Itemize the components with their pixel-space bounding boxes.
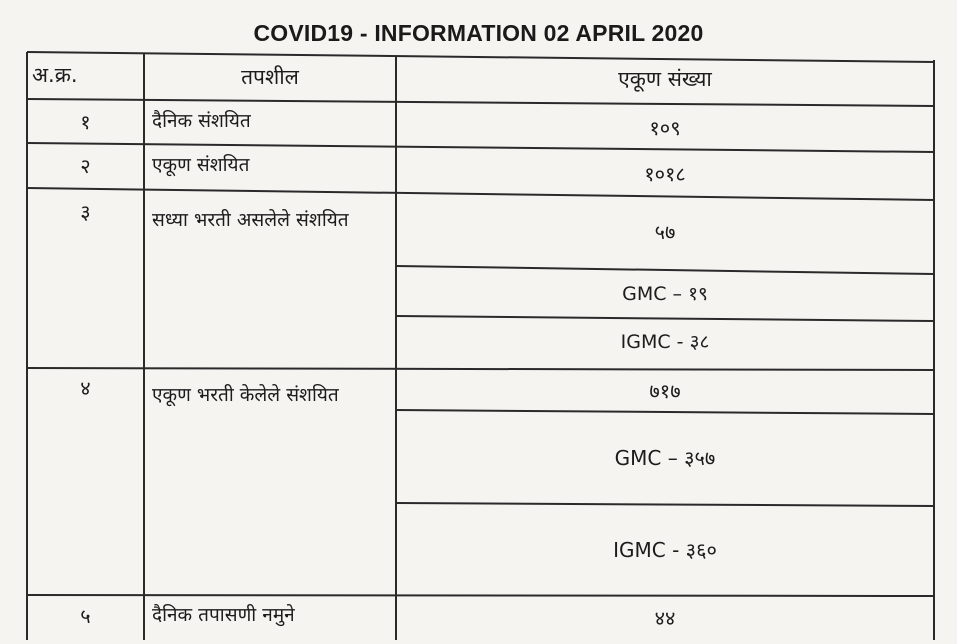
row-2-sr-no: २ [80, 154, 91, 178]
row-1-details: दैनिक संशयित [152, 110, 251, 132]
row-2-value: १०१८ [644, 162, 686, 186]
row-5-sr-no: ५ [80, 604, 91, 628]
row-1-sr-no: १ [80, 110, 91, 134]
page-title: COVID19 - INFORMATION 02 APRIL 2020 [253, 20, 704, 46]
row-4-sr-no: ४ [80, 376, 91, 400]
row-5-details: दैनिक तपासणी नमुने [152, 604, 295, 626]
row-4-details: एकूण भरती केलेले संशयित [152, 384, 339, 406]
row-3-value-igmc: IGMC - ३८ [620, 331, 710, 353]
row-3-value-gmc: GMC – १९ [622, 283, 708, 305]
row-4-value-total: ७१७ [649, 379, 681, 403]
row-3-sr-no: ३ [80, 200, 91, 224]
row-1-value: १०९ [649, 116, 681, 140]
row-2-details: एकूण संशयित [152, 154, 250, 176]
header-details: तपशील [241, 65, 299, 89]
row-3-details: सध्या भरती असलेले संशयित [152, 209, 349, 231]
row-5-value: ४४ [654, 606, 676, 630]
header-sr-no: अ.क्र. [32, 63, 78, 87]
row-4-value-gmc: GMC – ३५७ [614, 446, 716, 470]
header-total: एकूण संख्या [618, 67, 712, 91]
row-4-value-igmc: IGMC - ३६० [613, 538, 717, 562]
row-3-value-total: ५७ [654, 220, 676, 244]
